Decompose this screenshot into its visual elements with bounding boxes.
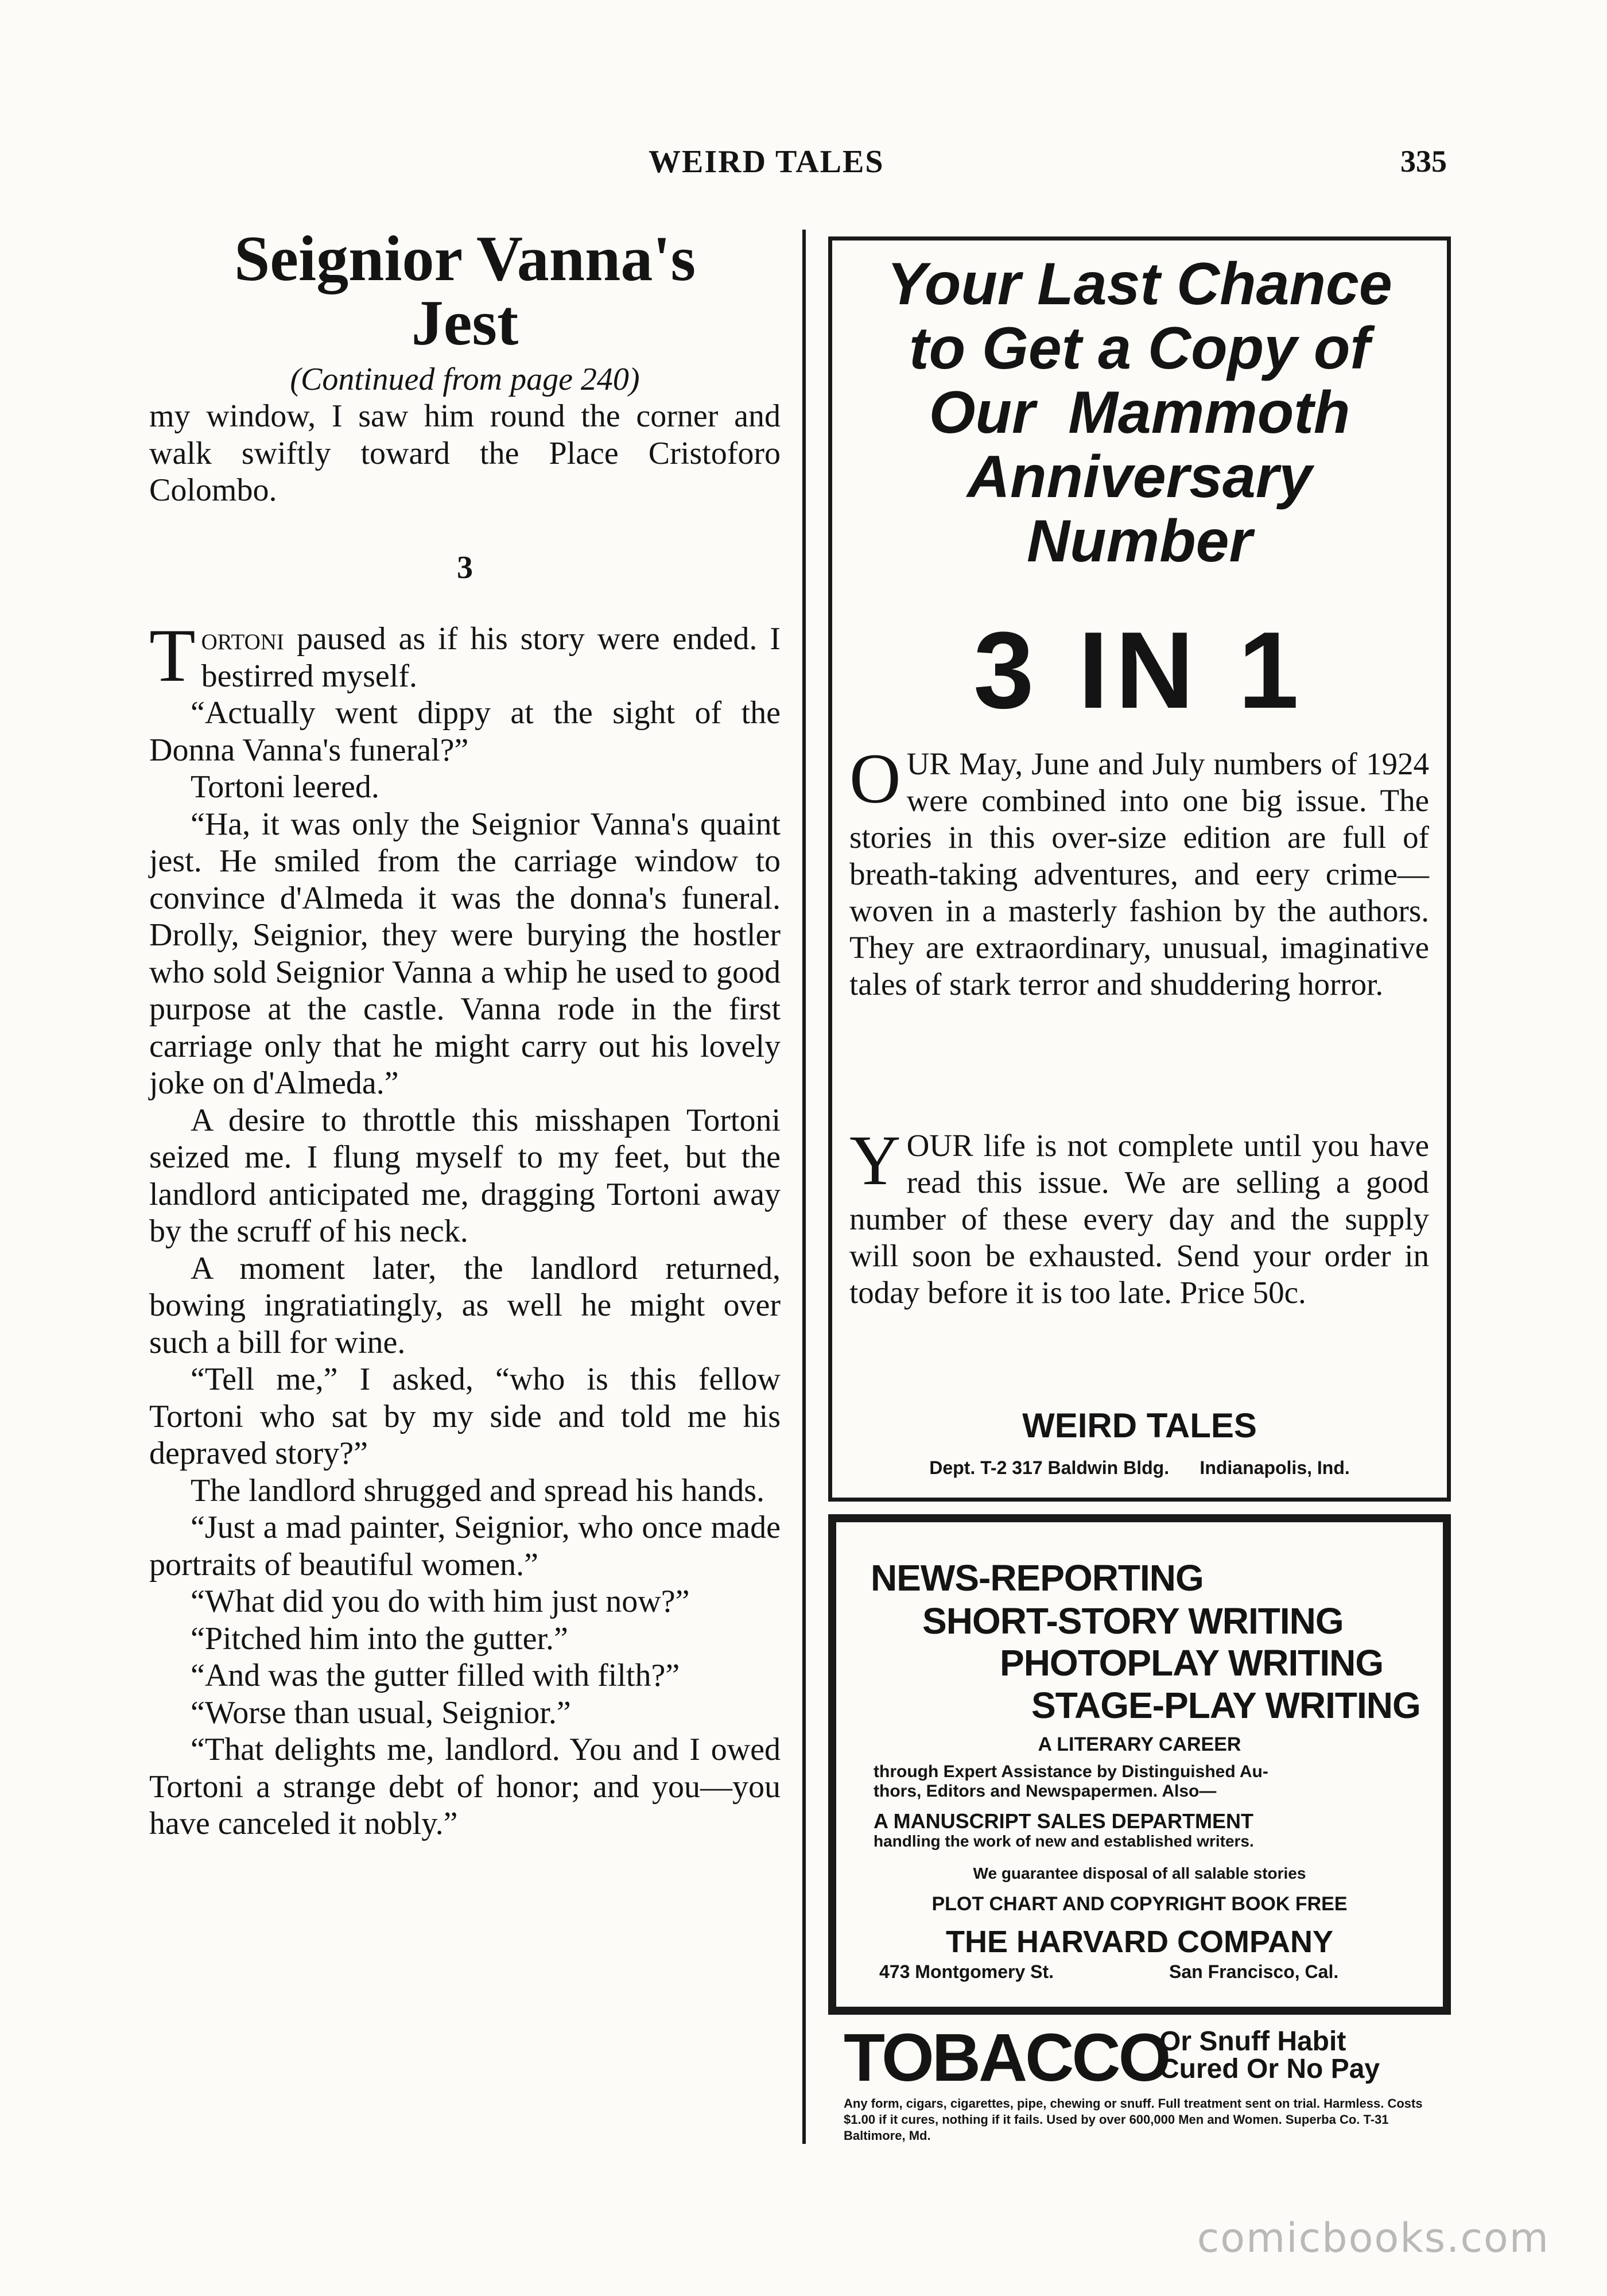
story-paragraph: “And was the gutter filled with filth?” [191,1658,680,1693]
story-paragraph: “Tell me,” I asked, “who is this fellow Tortoni who sat by my side and told me his depraved story?” [149,1362,781,1471]
ad-paragraph-1 [849,739,1429,1003]
section-first-paragraph [149,613,781,697]
story-title-line-2: Jest [411,288,519,359]
ad-category: NEWS-REPORTING [871,1557,1204,1599]
running-head: WEIRD TALES [649,144,884,180]
story-paragraph: The landlord shrugged and spread his hands. [191,1472,764,1508]
ad-description: through Expert Assistance by Distinguished Au- [874,1762,1268,1781]
smallcaps-word: ortoni [201,621,284,657]
story-paragraph: “Pitched him into the gutter.” [191,1620,568,1657]
column-divider [802,230,806,2144]
harvard-ad [828,1514,1451,2015]
ad-headline [832,252,1447,573]
ad-paragraph-2 [849,1121,1429,1311]
page-number: 335 [1400,144,1447,179]
ad-big-text: 3 IN 1 [973,610,1306,731]
tobacco-tagline [1159,2028,1446,2083]
ad-plot-chart: PLOT CHART AND COPYRIGHT BOOK FREE [931,1893,1348,1915]
ad-street: 473 Montgomery St. [879,1961,1054,1982]
ad-paragraph-text: UR May, June and July numbers of 1924 were combined into one big issue. The stories in this over-size edition are full of breath-taking adventures, and eery crime—woven in a masterly fashion by the authors. They are extraordinary, unusual, imaginative tales of stark terror and shuddering horror. [849,746,1429,1002]
story-paragraph: A desire to throttle this misshapen Tortoni seized me. I flung myself to my feet, but the landlord anticipated me, dragging Tortoni away by the scruff of his neck. [149,1102,781,1249]
ad-headline-line: Anniversary [966,444,1313,510]
ad-headline-line: Our Mammoth [929,379,1350,446]
ad-guarantee: We guarantee disposal of all salable stories [973,1864,1306,1882]
story-paragraph: “Worse than usual, Seignior.” [191,1694,571,1731]
story-paragraph: “Actually went dippy at the sight of the Donna Vanna's funeral?” [149,695,781,768]
story-paragraph: A moment later, the landlord returned, bowing ingratiatingly, as well he might over such a bill for wine. [149,1250,781,1360]
tobacco-tagline-2: Cured Or No Pay [1159,2054,1380,2084]
ad-brand: WEIRD TALES [1022,1406,1257,1445]
ad-category: PHOTOPLAY WRITING [1000,1642,1384,1684]
tobacco-word: TOBACCO [844,2020,1169,2096]
first-paragraph-text: paused as if his story were ended. I bestirred myself. [201,621,781,694]
story-paragraph: “That delights me, landlord. You and I owed Tortoni a strange debt of honor; and you—you have canceled it nobly.” [149,1732,781,1841]
ad-category: STAGE-PLAY WRITING [1031,1685,1420,1726]
anniversary-ad [828,236,1451,1502]
tobacco-fine-print: Any form, cigars, cigarettes, pipe, chewing or snuff. Full treatment sent on trial. Harmless. Costs $1.00 if it cures, nothing if it fails. Used by over 600,000 Men and Women. Superba Co. T-31 Baltimore, Md. [844,2096,1423,2143]
tobacco-tagline-1: Or Snuff Habit [1159,2026,1346,2057]
story-title [149,223,781,359]
story-paragraph: Tortoni leered. [191,769,379,805]
ad-headline-line: Number [1027,508,1252,575]
ad-description: thors, Editors and Newspapermen. Also— [874,1782,1217,1801]
story-column [149,223,781,1843]
ad-drop-cap: Y [849,1121,901,1200]
ad-address: Dept. T-2 317 Baldwin Bldg. Indianapolis, Ind. [929,1457,1350,1478]
story-paragraph: “Just a mad painter, Seignior, who once made portraits of beautiful women.” [149,1510,781,1583]
ad-company: THE HARVARD COMPANY [945,1925,1334,1959]
ad-city: San Francisco, Cal. [1169,1961,1339,1982]
drop-cap: T [149,613,196,697]
ad-category: SHORT-STORY WRITING [922,1600,1344,1642]
ad-paragraph-text: OUR life is not complete until you have read this issue. We are selling a good number of these every day and the supply will soon be exhausted. Send your order in today before it is too late. Price 50c. [849,1128,1429,1310]
intro-paragraph: my window, I saw him round the corner and walk swiftly toward the Place Cristoforo Colombo. [149,398,781,508]
ad-drop-cap: O [849,739,901,818]
watermark: comicbooks.com [1197,2214,1550,2262]
story-body [149,398,781,1843]
continued-note: (Continued from page 240) [290,362,640,397]
ad-career: A LITERARY CAREER [1038,1733,1241,1755]
tobacco-ad [838,2020,1452,2150]
ad-handling: handling the work of new and established writers. [874,1832,1254,1850]
ad-headline-line: to Get a Copy of [909,315,1371,382]
story-paragraph: “What did you do with him just now?” [191,1584,690,1619]
story-paragraph: “Ha, it was only the Seignior Vanna's quaint jest. He smiled from the carriage window to convince d'Almeda it was the donna's funeral. Drolly, Seignior, they were burying the hostler who sold Seignior Vanna a whip he used to good purpose at the castle. Vanna rode in the first carriage only that he might carry out his lovely joke on d'Almeda.” [149,806,781,1101]
ad-manuscript: A MANUSCRIPT SALES DEPARTMENT [874,1809,1254,1833]
ad-headline-line: Your Last Chance [887,251,1392,317]
section-number: 3 [457,549,473,585]
story-title-line-1: Seignior Vanna's [234,223,696,294]
